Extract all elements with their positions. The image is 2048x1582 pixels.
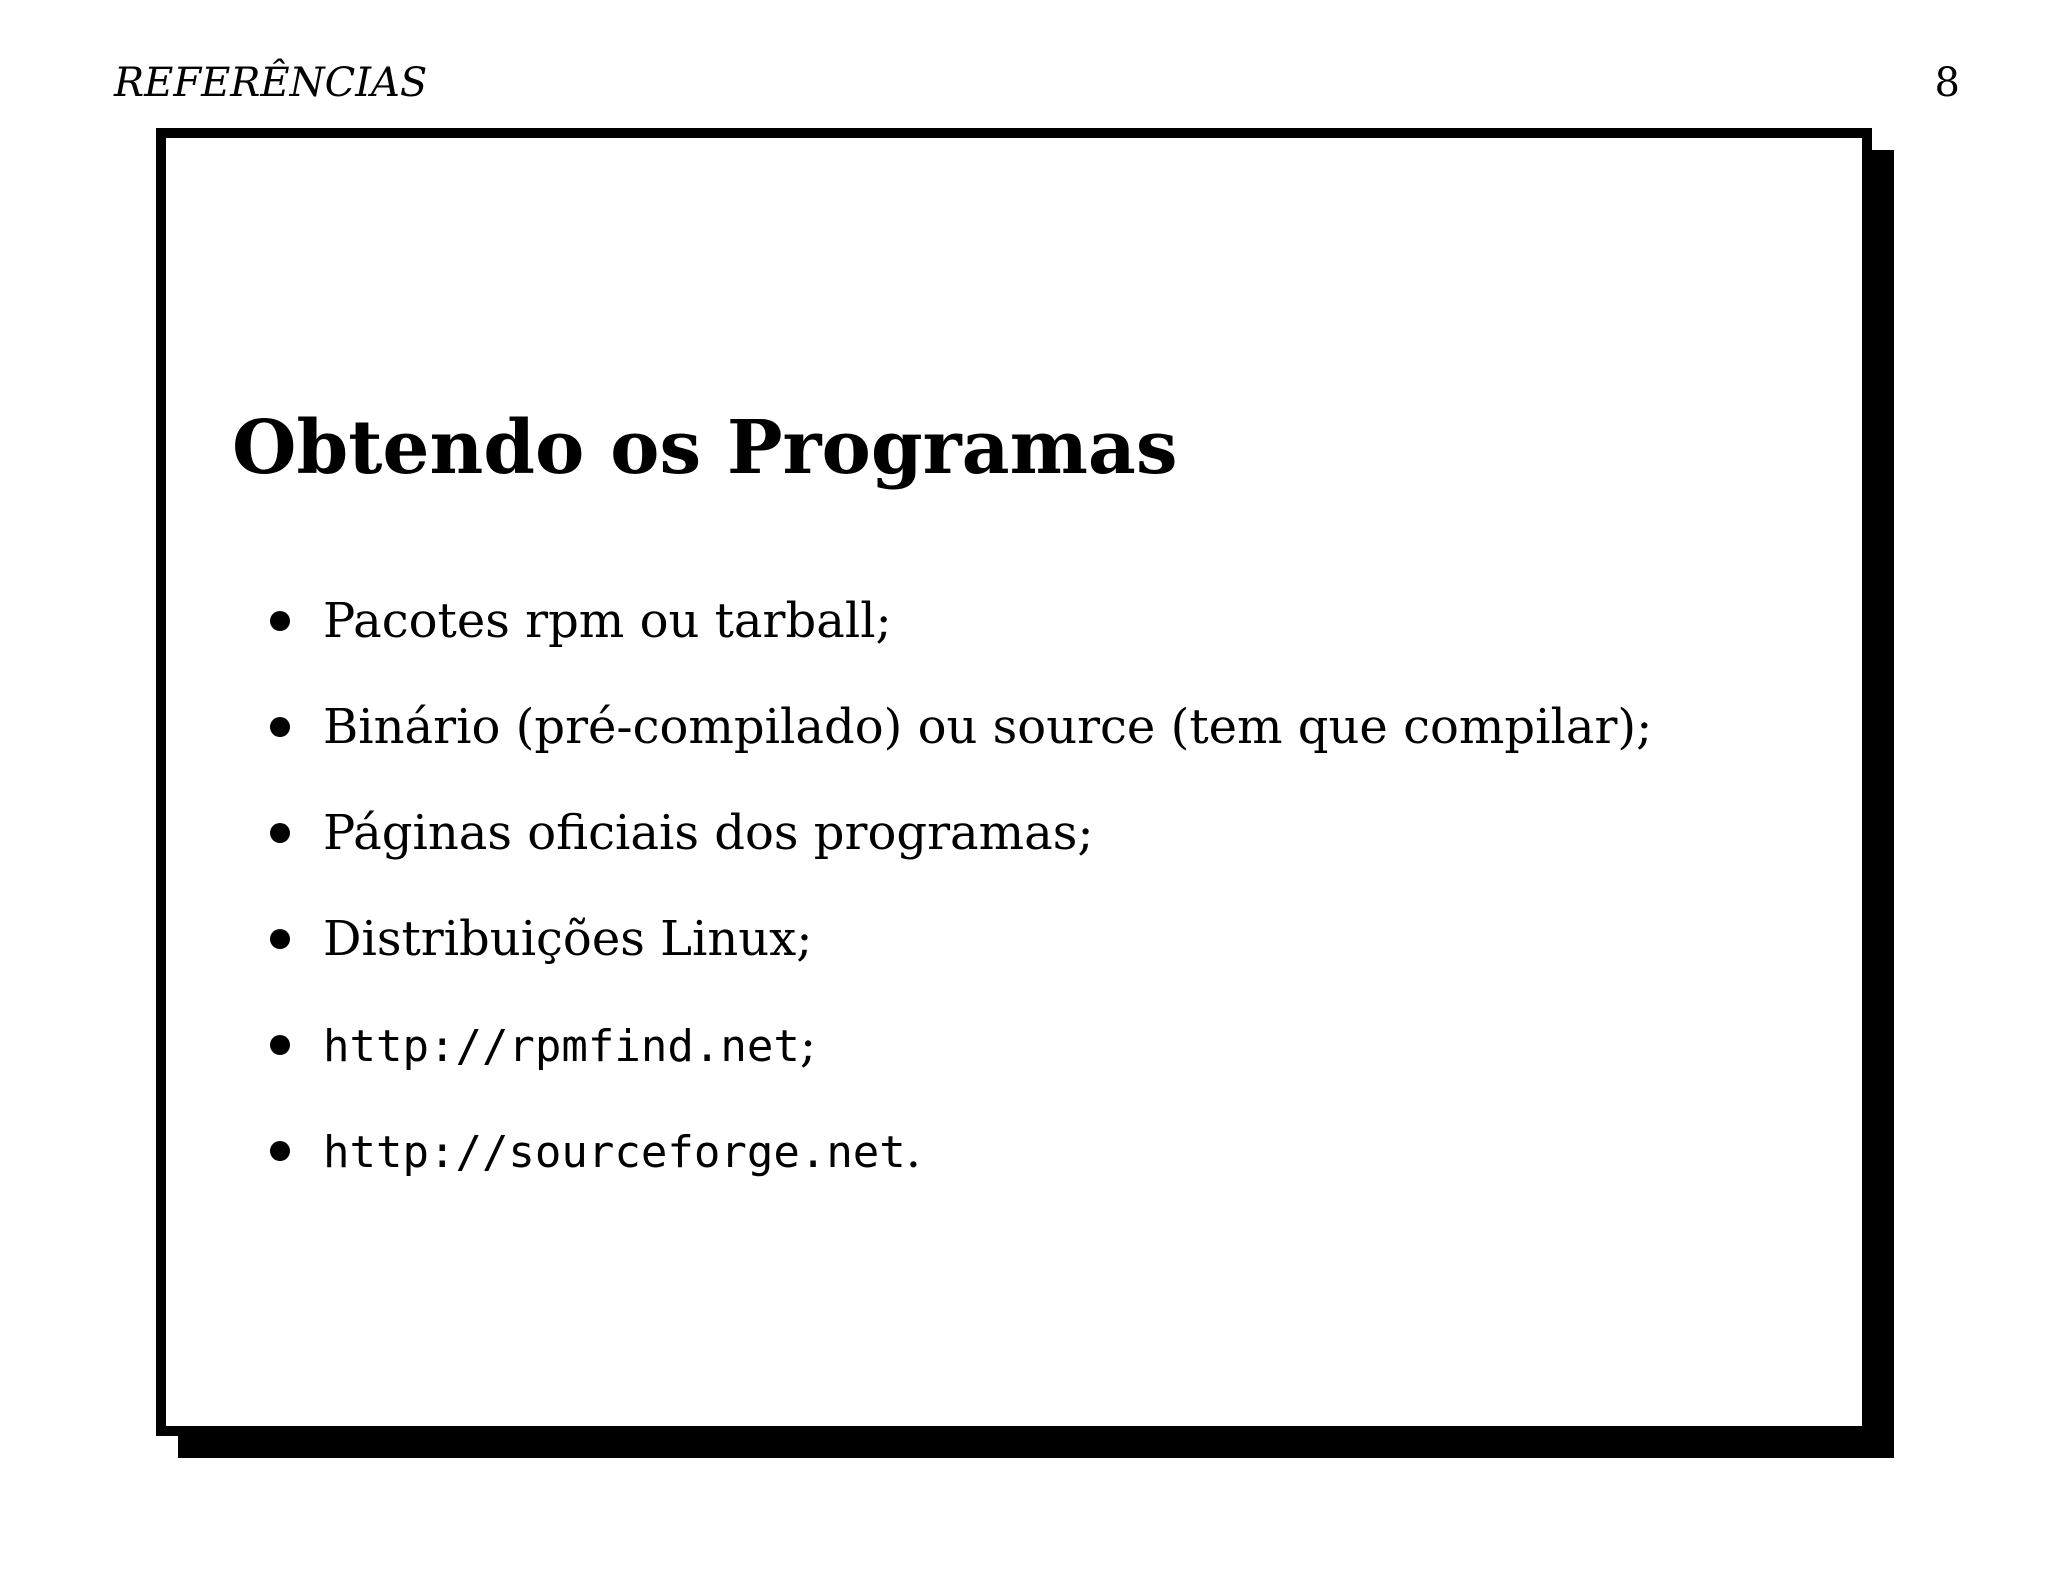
bullet-text: Binário (pré-compilado) ou source (tem que compilar); [323,699,1653,755]
bullet-icon [270,823,290,843]
slide-frame [156,128,1872,1436]
running-head: REFERÊNCIAS [114,60,428,106]
bullet-punctuation: . [905,1123,922,1179]
rpmfind-link[interactable]: http://rpmfind.net [323,1021,800,1072]
bullet-text [323,992,816,1100]
bullet-text: Distribuições Linux; [323,911,813,967]
slide-title: Obtendo os Programas [232,405,1178,491]
bullet-text [323,1098,921,1206]
bullet-icon [270,611,290,631]
bullet-icon [270,1035,290,1055]
page-number: 8 [1934,60,1960,106]
bullet-punctuation: ; [799,1017,816,1073]
bullet-icon [270,1141,290,1161]
bullet-text: Pacotes rpm ou tarball; [323,593,892,649]
bullet-icon [270,717,290,737]
sourceforge-link[interactable]: http://sourceforge.net [323,1127,906,1178]
bullet-icon [270,929,290,949]
bullet-text: Páginas oficiais dos programas; [323,805,1094,861]
